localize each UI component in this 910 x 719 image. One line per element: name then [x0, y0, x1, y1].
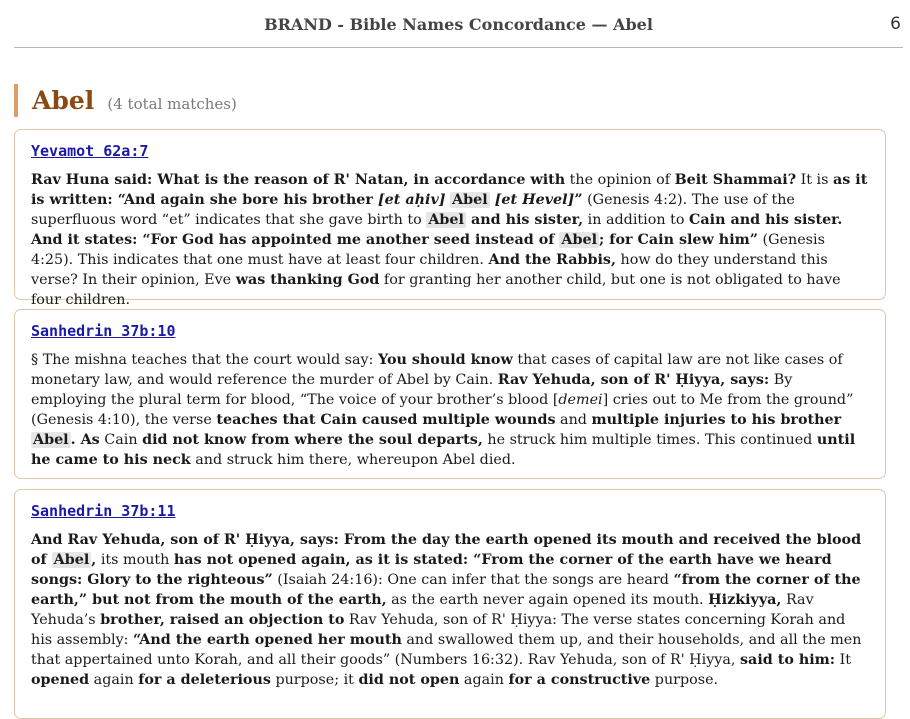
- name-highlight: Abel: [33, 432, 69, 448]
- passage-segment: Rav Yehuda’s: [31, 592, 814, 628]
- document-title: BRAND - Bible Names Concordance — Abel: [264, 15, 653, 34]
- passage-segment: And the Rabbis,: [488, 252, 616, 268]
- passage-segment: Cain: [99, 432, 143, 448]
- passage-segment: By employing the plural term for blood, “The voice of your brother’s blood [: [31, 372, 793, 408]
- passage-segment: and his sister,: [465, 212, 584, 228]
- passage-text: [31, 530, 869, 690]
- passage-segment: he struck him multiple times. This continued: [482, 432, 817, 448]
- passage-segment: “And the earth opened her mouth: [133, 632, 402, 648]
- passage-segment: purpose; it: [270, 672, 359, 688]
- passage-segment: the opinion of: [565, 172, 675, 188]
- passage-segment: (Isaiah 24:16): One can infer that the songs are heard: [272, 572, 674, 588]
- passage-segment: how do they understand this verse? In their opinion, Eve: [31, 252, 828, 288]
- name-highlight: Abel: [53, 552, 90, 568]
- passage-segment: and: [555, 412, 592, 428]
- passage-segment: “from the corner of the earth,” but not from the mouth of the earth,: [31, 572, 861, 608]
- page-header: [14, 0, 903, 48]
- reference-link[interactable]: Yevamot 62a:7: [31, 142, 149, 160]
- passage-segment: Ḥizkiyya,: [708, 592, 782, 608]
- entry-heading: [14, 84, 237, 117]
- passage-segment: You should know: [377, 352, 513, 368]
- passage-segment: As: [75, 432, 100, 448]
- passage-segment: and struck him there, whereupon Abel died.: [190, 452, 516, 468]
- passage-segment: was thanking God: [235, 272, 380, 288]
- passage-segment: (Genesis 4:2). The use of the superfluous word “et” indicates that she gave birth to: [31, 192, 795, 228]
- passage-segment: its mouth: [96, 552, 174, 568]
- match-count: (4 total matches): [107, 95, 237, 113]
- passage-segment: ; for Cain slew him”: [599, 232, 758, 248]
- passage-segment: did not open: [358, 672, 460, 688]
- reference-link[interactable]: Sanhedrin 37b:10: [31, 322, 176, 340]
- passage-segment: did not know from where the soul departs,: [142, 432, 483, 448]
- passage-segment: has not opened again, as it is stated: “From the corner of the earth have we heard songs: Glory to the righteous”: [31, 552, 832, 588]
- passage-segment: (Genesis 4:25). This indicates that one must have at least four children.: [31, 232, 825, 268]
- passage-text: [31, 170, 869, 310]
- passage-segment: until he came to his neck: [31, 432, 856, 468]
- passage-segment: again: [89, 672, 139, 688]
- passage-segment: for granting her another child, but one is not obligated to have four children.: [31, 272, 841, 308]
- reference-link[interactable]: Sanhedrin 37b:11: [31, 502, 176, 520]
- passage-segment: purpose.: [650, 672, 719, 688]
- match-card: [14, 489, 886, 719]
- passage-segment: as the earth never again opened its mouth.: [386, 592, 709, 608]
- passage-segment: again: [459, 672, 509, 688]
- passage-segment: as it is written: “And again she bore his brother: [31, 172, 868, 208]
- passage-segment: and swallowed them up, and their households, and all the men that appertained unto Korah, and all their goods” (Numbers 16:32). Rav Yehuda, son of R' Ḥiyya,: [31, 632, 862, 668]
- match-card: [14, 129, 886, 308]
- passage-segment: ,: [91, 552, 97, 568]
- passage-segment: opened: [31, 672, 90, 688]
- passage-segment: ] cries out to Me from the ground” (Genesis 4:10), the verse: [31, 392, 854, 428]
- passage-segment: It: [835, 652, 852, 668]
- passage-segment: [et aḥiv]: [377, 192, 446, 208]
- match-card: [14, 309, 886, 479]
- passage-segment: Rav Huna said: What is the reason of R' Natan, in accordance with: [31, 172, 566, 188]
- passage-segment: for a constructive: [508, 672, 651, 688]
- passage-segment: Rav Yehuda, son of R' Ḥiyya: The verse states concerning Korah and his assembly:: [31, 612, 846, 648]
- passage-text: [31, 350, 869, 470]
- passage-segment: for a deleterious: [138, 672, 271, 688]
- passage-segment: Rav Yehuda, son of R' Ḥiyya, says:: [497, 372, 770, 388]
- passage-segment: multiple injuries to his brother: [591, 412, 842, 428]
- passage-segment: It is: [796, 172, 834, 188]
- passage-segment: demei: [558, 392, 603, 408]
- passage-segment: brother, raised an objection to: [100, 612, 345, 628]
- passage-segment: teaches that Cain caused multiple wounds: [216, 412, 556, 428]
- passage-segment: And Rav Yehuda, son of R' Ḥiyya, says: From the day the earth opened its mouth and received the blood of: [31, 532, 862, 568]
- name-highlight: Abel: [428, 212, 464, 228]
- passage-segment: § The mishna teaches that the court would say:: [31, 352, 378, 368]
- entry-name: Abel: [32, 86, 95, 115]
- passage-segment: ”: [574, 192, 583, 208]
- passage-segment: that cases of capital law are not like cases of monetary law, and would reference the murder of Abel by Cain.: [31, 352, 843, 388]
- name-highlight: Abel: [561, 232, 598, 248]
- name-highlight: Abel: [452, 192, 488, 208]
- passage-segment: .: [70, 432, 76, 448]
- passage-segment: in addition to: [583, 212, 689, 228]
- passage-segment: said to him:: [740, 652, 836, 668]
- passage-segment: [et Hevel]: [494, 192, 575, 208]
- passage-segment: Beit Shammai?: [674, 172, 797, 188]
- page-number: 6: [890, 14, 901, 34]
- passage-segment: Cain and his sister. And it states: “For God has appointed me another seed instead of: [31, 212, 843, 248]
